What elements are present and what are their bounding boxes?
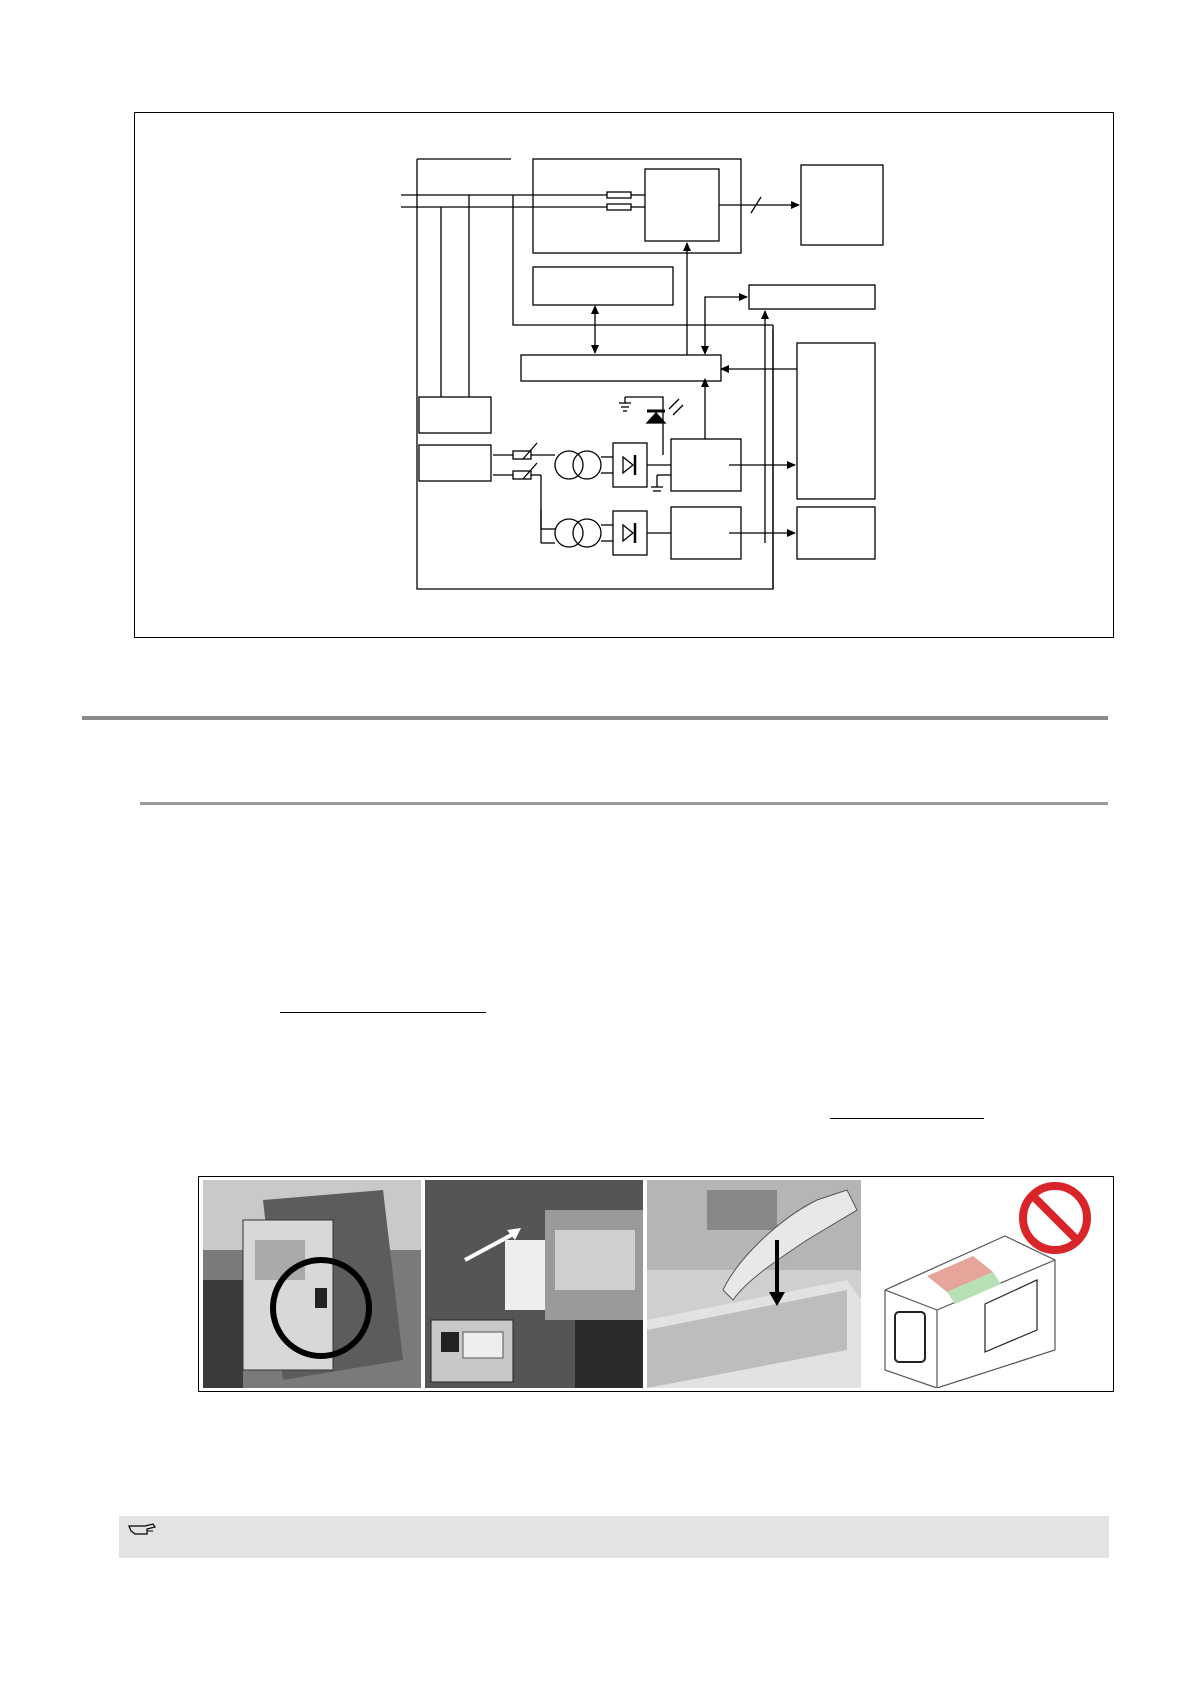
pcb-arrow-photo (425, 1180, 643, 1388)
upper-right-box (749, 285, 875, 309)
left-box-1 (419, 397, 491, 433)
transformer-2a (555, 519, 583, 547)
link-underline-2[interactable] (830, 1118, 984, 1119)
top-inner-box (645, 169, 719, 241)
block-diagram (134, 112, 1114, 638)
right-tall-box (797, 343, 875, 499)
left-box-2 (419, 445, 491, 481)
upper-left-box (533, 267, 673, 305)
output-box-top (801, 165, 883, 245)
block-diagram-svg (135, 113, 1115, 639)
fuse-2 (607, 204, 631, 210)
led-symbol (619, 397, 683, 455)
section-divider (82, 716, 1108, 720)
fuse-1 (607, 192, 631, 198)
rectifier-1 (613, 443, 647, 487)
top-module-box (533, 159, 741, 253)
prohibited-metal-detector-drawing (865, 1180, 1109, 1388)
instruction-photo-strip (198, 1176, 1114, 1392)
transformer-2b (573, 519, 601, 547)
hand-press-photo (647, 1180, 861, 1388)
link-underline-1[interactable] (280, 1012, 486, 1013)
control-bus-box (521, 355, 721, 381)
transformer-1b (573, 451, 601, 479)
rectifier-2 (613, 511, 647, 555)
subsection-divider (140, 802, 1108, 805)
connector-circled-photo (203, 1180, 421, 1388)
right-bottom-box (797, 507, 875, 559)
pointing-hand-icon (127, 1520, 157, 1538)
note-bar (119, 1516, 1109, 1558)
transformer-1a (555, 451, 583, 479)
